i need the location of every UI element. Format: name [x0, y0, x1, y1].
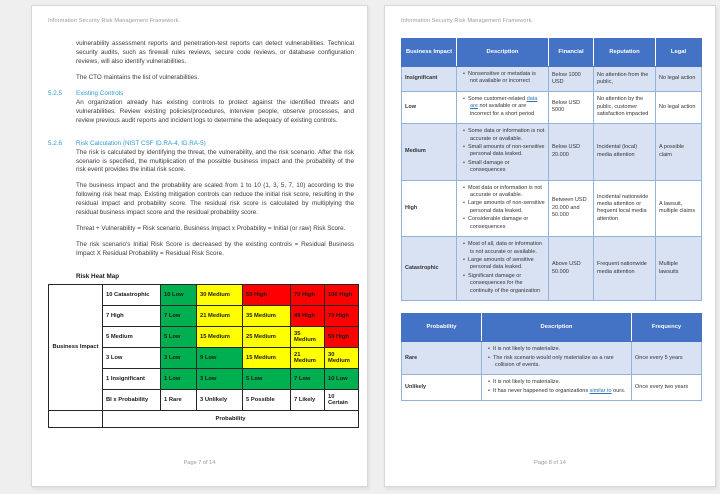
heatmap-cell: 100 High — [325, 284, 359, 305]
tracked-change-text: similar to — [589, 387, 612, 394]
impact-level-cell: Low — [402, 91, 457, 123]
page-number-footer: Page 8 of 14 — [534, 460, 566, 466]
financial-cell: Below USD 20.000 — [549, 124, 594, 181]
body-paragraph: The business impact and the probability are scaled from 1 to 10 (1, 3, 5, 7, 10) according to the following risk heat map. Existing mitigation controls can reduce the initial risk score, resulting in the residual impact and probability score. The residual risk score is calculated by multiplying the residual business impact score and the residual probability score. — [76, 182, 354, 217]
document-page-7 — [31, 5, 368, 487]
heatmap-cell: 3 Low — [197, 368, 243, 389]
body-paragraph: An organization already has existing controls to protect against the identified threats and vulnerabilities. Review existing policies/procedures, interview people, observe processes, and review previous audit reports and incident logs to determine the adequacy of existing controls. — [76, 98, 354, 124]
heatmap-cell: 10 Certain — [325, 389, 359, 410]
heatmap-cell: 21 Medium — [197, 305, 243, 326]
risk-heat-map-table — [48, 284, 359, 428]
heatmap-cell: 30 Medium — [325, 347, 359, 368]
frequency-cell: Once every two years — [632, 375, 702, 401]
legal-cell: A possible claim — [656, 124, 702, 181]
heatmap-cell: 1 Rare — [161, 389, 197, 410]
heatmap-cell: 7 Low — [161, 305, 197, 326]
section-title: Existing Controls — [76, 89, 124, 97]
heatmap-cell: 35 Medium — [291, 326, 325, 347]
column-header: Description — [482, 314, 632, 342]
column-header: Frequency — [632, 314, 702, 342]
section-number: 5.2.6 — [48, 139, 63, 147]
heatmap-cell: 21 Medium — [291, 347, 325, 368]
reputation-cell: No attention from the public, — [594, 67, 656, 92]
column-header: Description — [457, 39, 549, 67]
table-row — [402, 91, 702, 123]
table-row — [402, 180, 702, 237]
running-header: Information Security Risk Management Framework. — [401, 18, 534, 24]
heatmap-row-label: 7 High — [103, 305, 161, 326]
reputation-cell: No attention by the public, customer satisfaction impacted — [594, 91, 656, 123]
heatmap-cell: 49 High — [291, 305, 325, 326]
impact-level-cell: Catastrophic — [402, 237, 457, 301]
impact-level-cell: High — [402, 180, 457, 237]
business-impact-table — [401, 38, 702, 301]
heatmap-row-label: 3 Low — [103, 347, 161, 368]
tracked-change-text: data are — [470, 95, 538, 110]
heatmap-cell: 15 Medium — [197, 326, 243, 347]
heatmap-cell: 70 High — [325, 305, 359, 326]
body-paragraph: vulnerability assessment reports and penetration-test reports can detect vulnerabilities. Technical security audits, such as firewall rules reviews, secure code reviews, or database configuration reviews, will also identify vulnerabilities. — [76, 40, 354, 65]
heatmap-cell: 5 Possible — [243, 389, 291, 410]
heatmap-cell: 10 Low — [325, 368, 359, 389]
probability-level-cell: Rare — [402, 342, 482, 375]
heatmap-row-label: BI x Probability — [103, 389, 161, 410]
heatmap-y-axis-label: Business Impact — [49, 284, 103, 410]
heatmap-row — [49, 284, 359, 305]
heatmap-cell: 5 Low — [161, 326, 197, 347]
heatmap-cell: 3 Low — [161, 347, 197, 368]
legal-cell: A lawsuit, multiple claims — [656, 180, 702, 237]
probability-table — [401, 313, 702, 401]
heatmap-row-label: 10 Catastrophic — [103, 284, 161, 305]
body-paragraph: The risk is calculated by identifying the threat, the vulnerability, and the risk scenario. After the risk scenario is specified, the multiplication of the possible business impact and the probability of the risk event provides the initial risk score. — [76, 148, 354, 174]
financial-cell: Between USD 20.000 and 50.000 — [549, 180, 594, 237]
column-header: Probability — [402, 314, 482, 342]
page-7-content — [48, 40, 354, 428]
probability-level-cell: Unlikely — [402, 375, 482, 401]
table-row — [402, 342, 702, 375]
impact-level-cell: Insignificant — [402, 67, 457, 92]
heatmap-cell: 35 Medium — [243, 305, 291, 326]
financial-cell: Below 1000 USD — [549, 67, 594, 92]
table-row — [402, 375, 702, 401]
table-header-row — [402, 314, 702, 342]
section-existing-controls — [48, 90, 354, 133]
description-cell: • Most data or information is not accurate or available. • Large amounts of non-sensitive personal data leaked. • Considerable damage or consequences — [457, 180, 549, 237]
heatmap-axis-row — [49, 410, 359, 427]
reputation-cell: Incidental nationwide media attention or frequent local media attention — [594, 180, 656, 237]
body-paragraph: The risk scenario's Initial Risk Score is decreased by the existing controls = Residual Business Impact X Residual Probability = Residual Risk Score. — [76, 241, 354, 257]
heatmap-cell: 7 Low — [291, 368, 325, 389]
heatmap-cell: 5 Low — [243, 368, 291, 389]
frequency-cell: Once every 5 years — [632, 342, 702, 375]
description-cell: • Some customer-related data are not available or are incorrect for a short period — [457, 91, 549, 123]
heatmap-corner-cell — [49, 410, 103, 427]
table-row — [402, 237, 702, 301]
description-cell: • Most of all, data or information is not accurate or available. • Large amounts of sensitive personal data leaked. • Significant damage or consequences for the continuity of the organization — [457, 237, 549, 301]
page-8-content — [401, 38, 699, 401]
page-number-footer: Page 7 of 14 — [183, 460, 216, 466]
heatmap-cell: 50 High — [243, 284, 291, 305]
impact-level-cell: Medium — [402, 124, 457, 181]
heatmap-cell: 9 Low — [197, 347, 243, 368]
heatmap-cell: 50 High — [325, 326, 359, 347]
column-header: Financial — [549, 39, 594, 67]
heatmap-title: Risk Heat Map — [76, 272, 120, 280]
legal-cell: No legal action — [656, 67, 702, 92]
legal-cell: No legal action — [656, 91, 702, 123]
description-cell: • Nonsensitive or metadata is not available or incorrect — [457, 67, 549, 92]
description-cell: • It is not likely to materialize. • It has never happened to organizations similar to ours. — [482, 375, 632, 401]
financial-cell: Below USD 5000 — [549, 91, 594, 123]
heatmap-row-label: 1 Insignificant — [103, 368, 161, 389]
reputation-cell: Frequent nationwide media attention — [594, 237, 656, 301]
running-header: Information Security Risk Management Framework. — [48, 18, 181, 24]
legal-cell: Multiple lawsuits — [656, 237, 702, 301]
heatmap-cell: 3 Unlikely — [197, 389, 243, 410]
heatmap-cell: 25 Medium — [243, 326, 291, 347]
table-row — [402, 124, 702, 181]
heatmap-cell: 1 Low — [161, 368, 197, 389]
reputation-cell: Incidental (local) media attention — [594, 124, 656, 181]
section-risk-calculation — [48, 140, 354, 266]
section-title: Risk Calculation (NIST CSF ID.RA-4, ID.RA-5) — [76, 139, 206, 147]
section-number: 5.2.5 — [48, 89, 63, 97]
description-cell: • Some data or information is not accurate or available. • Small amounts of non-sensitive personal data leaked. • Small damage or consequences — [457, 124, 549, 181]
column-header: Business Impact — [402, 39, 457, 67]
heatmap-cell: 7 Likely — [291, 389, 325, 410]
body-paragraph: Threat + Vulnerability = Risk scenario. Business Impact x Probability = Initial (or raw) Risk Score. — [76, 225, 346, 233]
table-row — [402, 67, 702, 92]
heatmap-row-label: 5 Medium — [103, 326, 161, 347]
heatmap-cell: 10 Low — [161, 284, 197, 305]
heatmap-cell: 15 Medium — [243, 347, 291, 368]
heatmap-cell: 30 Medium — [197, 284, 243, 305]
column-header: Reputation — [594, 39, 656, 67]
heatmap-cell: 70 High — [291, 284, 325, 305]
heatmap-x-axis-label: Probability — [103, 410, 359, 427]
column-header: Legal — [656, 39, 702, 67]
financial-cell: Above USD 50.000 — [549, 237, 594, 301]
document-page-8 — [384, 5, 716, 487]
table-header-row — [402, 39, 702, 67]
body-paragraph: The CTO maintains the list of vulnerabilities. — [76, 73, 200, 81]
description-cell: • It is not likely to materialize. • The risk scenario would only materialize as a rare collision of events. — [482, 342, 632, 375]
